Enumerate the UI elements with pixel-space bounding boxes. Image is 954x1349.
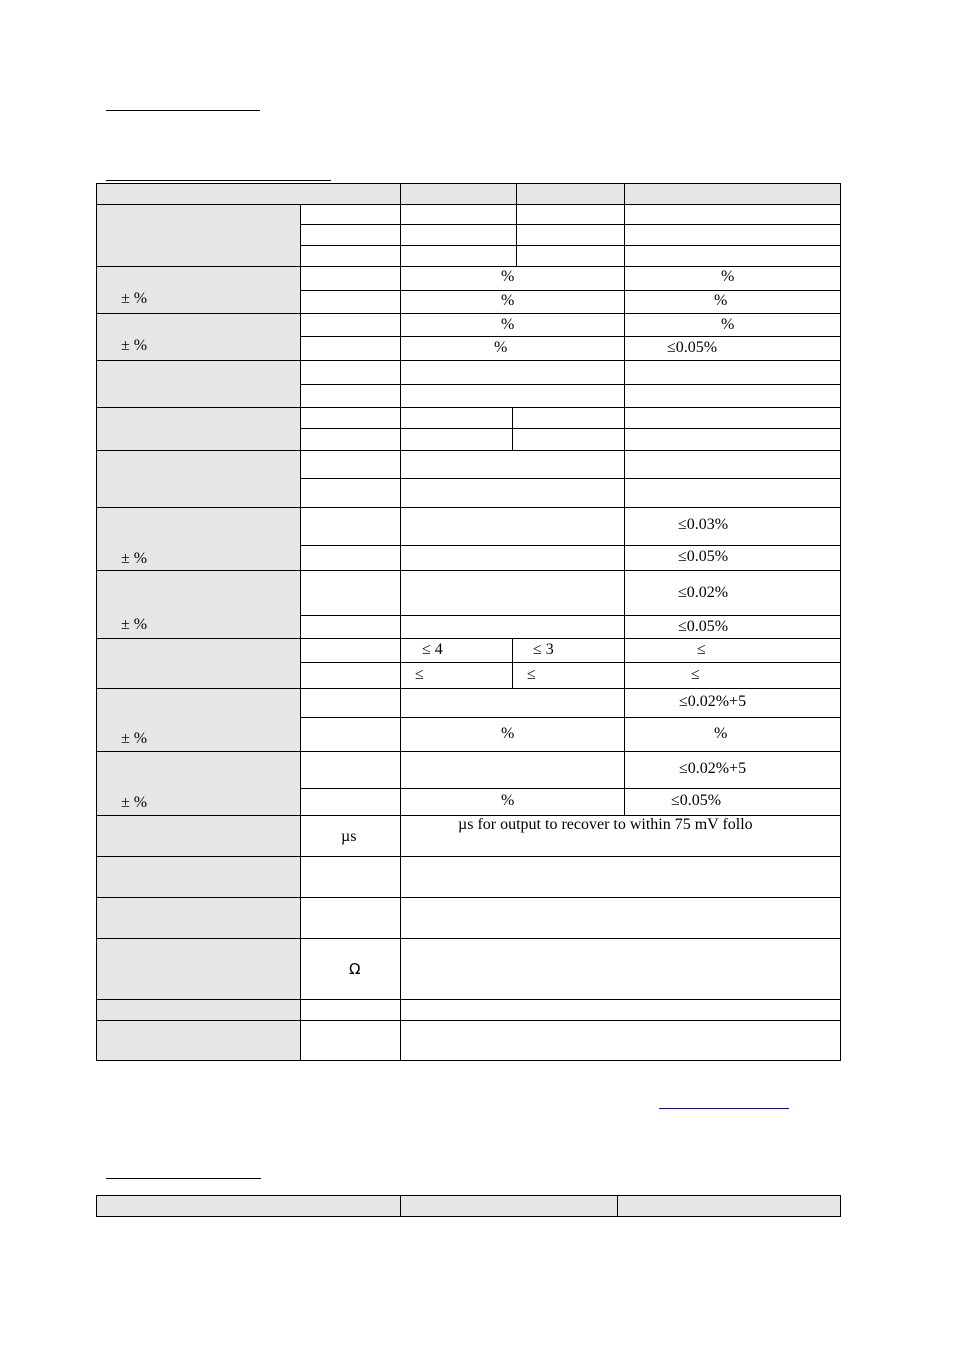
- transient-description: µs for output to recover to within 75 mV follo: [458, 816, 753, 833]
- cell-value: %: [501, 292, 515, 309]
- row-label-line-regulation: ± %: [121, 337, 148, 354]
- cell-value: ≤0.02%+5: [679, 693, 747, 710]
- cell-value: ≤0.02%+5: [679, 760, 747, 777]
- cell-value: ≤ 4: [422, 641, 443, 658]
- cell-value: %: [721, 268, 735, 285]
- cell-value: %: [501, 268, 515, 285]
- cell-value: ≤: [691, 666, 700, 683]
- row-label-readback-current: ± %: [121, 794, 148, 811]
- cell-value: ≤0.05%: [678, 618, 729, 635]
- cell-value: %: [714, 725, 728, 742]
- transient-unit: µs: [341, 828, 357, 845]
- cell-value: ≤0.05%: [678, 548, 729, 565]
- ohm-unit: Ω: [349, 960, 361, 978]
- cell-value: ≤ 3: [533, 641, 554, 658]
- cell-value: %: [501, 725, 515, 742]
- cell-value: ≤0.05%: [667, 339, 718, 356]
- cell-value: %: [494, 339, 508, 356]
- row-label-current-accuracy: ± %: [121, 616, 148, 633]
- row-label-voltage-accuracy: ± %: [121, 550, 148, 567]
- section2-heading-underline: [106, 1178, 261, 1179]
- cell-value: %: [501, 316, 515, 333]
- table-header-row: [97, 184, 840, 204]
- cell-value: ≤0.05%: [671, 792, 722, 809]
- cell-value: ≤0.03%: [678, 516, 729, 533]
- cell-value: ≤0.02%: [678, 584, 729, 601]
- second-table-header: [97, 1196, 840, 1216]
- section-heading-underline: [106, 110, 260, 111]
- hyperlink-underline[interactable]: [659, 1108, 789, 1109]
- cell-value: %: [721, 316, 735, 333]
- cell-value: ≤: [697, 641, 706, 658]
- table-caption-underline: [106, 180, 331, 181]
- cell-value: %: [501, 792, 515, 809]
- cell-value: ≤: [415, 666, 424, 683]
- cell-value: ≤: [527, 666, 536, 683]
- row-label-readback-voltage: ± %: [121, 730, 148, 747]
- cell-value: %: [714, 292, 728, 309]
- row-label-load-regulation: ± %: [121, 290, 148, 307]
